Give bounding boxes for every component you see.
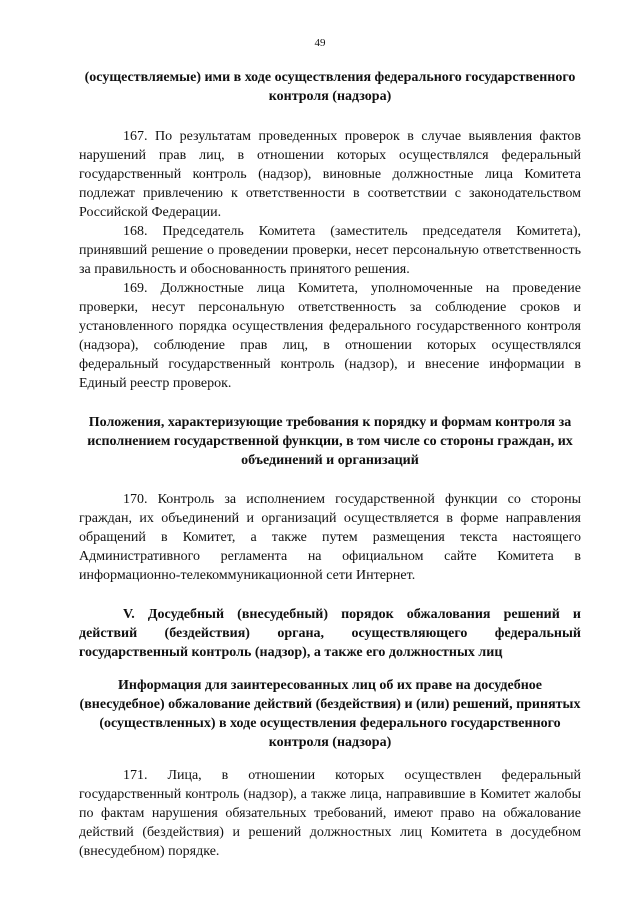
paragraph-167: 167. По результатам проведенных проверок в случае выявления фактов нарушений прав лиц, в отношении которых осуществлялся федеральный государственный контроль (надзор), виновные должностные лица Комитета подлежат привлечению к ответственности в соответствии с законодательством Российской Федерации. xyxy=(79,129,581,220)
page-number: 49 xyxy=(314,37,326,49)
page-content xyxy=(79,68,581,861)
paragraph-170: 170. Контроль за исполнением государственной функции со стороны граждан, их объединений и организаций осуществляется в форме направления обращений в Комитет, а также путем размещения текста настоящего Административного регламента на официальном сайте Комитета в информационно-телекоммуникационной сети Интернет. xyxy=(79,492,581,583)
heading-section-v: V. Досудебный (внесудебный) порядок обжалования решений и действий (бездействия) органа, осуществляющего федеральный государственный контроль (надзор), а также его должностных лиц xyxy=(79,607,581,660)
paragraph-171: 171. Лица, в отношении которых осуществлен федеральный государственный контроль (надзор), а также лица, направившие в Комитет жалобы по фактам нарушения обязательных требований, имеют право на обжалование действий (бездействия) и решений должностных лиц Комитета в досудебном (внесудебном) порядке. xyxy=(79,768,581,859)
heading-control-provisions: Положения, характеризующие требования к порядку и формам контроля за исполнением государственной функции, в том числе со стороны граждан, их объединений и организаций xyxy=(87,415,573,468)
heading-continued: (осуществляемые) ими в ходе осуществления федерального государственного контроля (надзора) xyxy=(84,70,576,104)
heading-appeal-information: Информация для заинтересованных лиц об их праве на досудебное (внесудебное) обжалование действий (бездействия) и (или) решений, принятых (осуществленных) в ходе осуществления федерального государственного контроля (надзора) xyxy=(79,678,581,750)
paragraph-169: 169. Должностные лица Комитета, уполномоченные на проведение проверки, несут персональную ответственность за соблюдение сроков и установленного порядка осуществления федерального государственного контроля (надзора), соблюдение прав лиц, в отношении которых осуществлялся федеральный государственный контроль (надзор), и внесение информации в Единый реестр проверок. xyxy=(79,281,581,391)
paragraph-168: 168. Председатель Комитета (заместитель председателя Комитета), принявший решение о проведении проверки, несет персональную ответственность за правильность и обоснованность принятого решения. xyxy=(79,224,581,277)
